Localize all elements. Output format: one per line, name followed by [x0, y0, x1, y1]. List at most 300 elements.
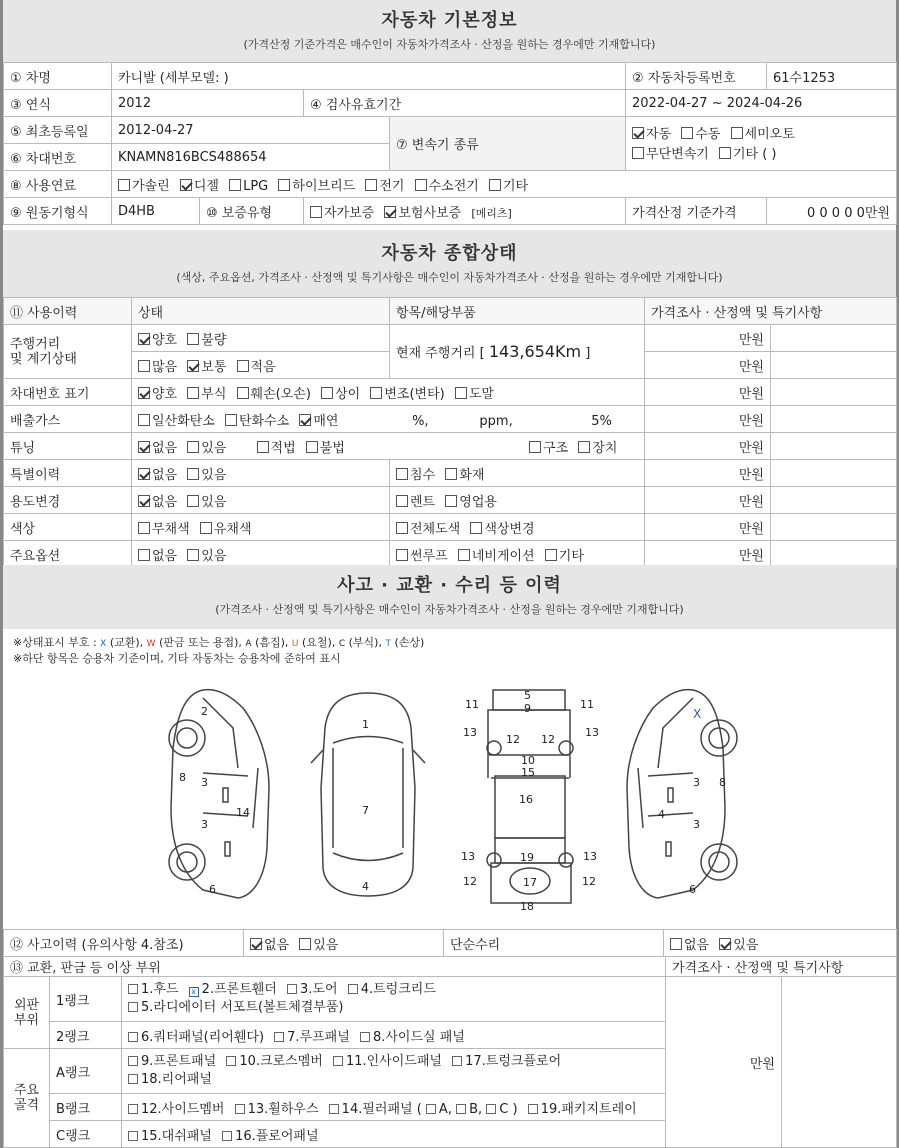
opt-label: 있음: [201, 548, 227, 564]
rank2-items: [122, 1022, 666, 1049]
svg-text:4: 4: [362, 880, 369, 893]
opt-label: 훼손(오손): [250, 386, 311, 402]
note-cell: [771, 379, 897, 406]
tuning-structure-checkbox[interactable]: [529, 441, 541, 453]
part-checkbox[interactable]: [128, 1032, 138, 1042]
rank2-label: 2랭크: [50, 1022, 122, 1049]
trans-manual-checkbox[interactable]: [681, 127, 693, 139]
opt-label: 없음: [152, 548, 178, 564]
trans-options: [626, 117, 897, 171]
note-cell: [771, 541, 897, 568]
mileage-reading: [390, 325, 645, 379]
tuning-options: [132, 433, 645, 460]
rankB-label: B랭크: [50, 1094, 122, 1121]
svg-text:6: 6: [209, 883, 216, 896]
vin-mark-label: 차대번호 표기: [4, 379, 132, 406]
opt-label: 기타: [558, 548, 584, 564]
accident-history-table: [3, 929, 897, 957]
accident-none-checkbox[interactable]: [250, 938, 262, 950]
inspect-label: ④ 검사유효기간: [304, 90, 626, 117]
main-options-status: [132, 541, 390, 568]
reg-no-value: 61수1253: [767, 63, 897, 90]
opt-label: 무채색: [152, 521, 190, 537]
fuel-opt-label: 가솔린: [132, 178, 170, 194]
basic-info-table: [3, 62, 897, 225]
trans-opt-label: 수동: [695, 126, 721, 142]
opt-label: 장치: [592, 440, 618, 456]
opt-label: 탄화수소: [238, 413, 290, 429]
part-checkbox[interactable]: [528, 1104, 538, 1114]
part-label: 17.트렁크플로어: [465, 1054, 562, 1069]
special-yes-checkbox[interactable]: [187, 468, 199, 480]
tuning-device-checkbox[interactable]: [578, 441, 590, 453]
mileage-value: 143,654Km: [488, 342, 582, 361]
opt-label: 적법: [270, 440, 296, 456]
fuel-label: ⑧ 사용연료: [4, 171, 112, 198]
mileage-good-checkbox[interactable]: [138, 333, 150, 345]
accident-history-label: ⑫ 사고이력 (유의사항 4.참조): [4, 930, 244, 957]
accident-yes-checkbox[interactable]: [299, 938, 311, 950]
legend-text: (요철),: [298, 636, 339, 649]
opt-label: 있음: [201, 467, 227, 483]
vin-label: ⑥ 차대번호: [4, 144, 112, 171]
year-value: 2012: [112, 90, 304, 117]
accident-subtitle: (가격조사 · 산정액 및 특기사항은 매수인이 자동차가격조사 · 산정을 원하는 경우에만 기재합니다): [215, 603, 684, 616]
warranty-self-checkbox[interactable]: [310, 206, 322, 218]
opt-label: 유채색: [213, 521, 252, 537]
rankA-items: [122, 1049, 666, 1094]
svg-text:3: 3: [201, 776, 208, 789]
svg-text:2: 2: [201, 705, 208, 718]
usage-change-options: [132, 487, 390, 514]
part-checkbox[interactable]: [333, 1056, 343, 1066]
mileage-few-checkbox[interactable]: [237, 360, 249, 372]
opt-label: 보통: [201, 359, 227, 375]
item-header: 항목/해당부품: [390, 298, 645, 325]
opt-label: 일산화탄소: [152, 413, 215, 429]
svg-text:7: 7: [362, 804, 369, 817]
emission-smoke-checkbox[interactable]: [299, 414, 311, 426]
fuel-hybrid-checkbox[interactable]: [278, 179, 290, 191]
opt-label: 없음: [684, 937, 710, 953]
exchange-mark: X: [693, 707, 702, 721]
legend-text: (손상): [390, 636, 425, 649]
svg-text:12: 12: [582, 875, 596, 888]
part-checkbox[interactable]: [360, 1032, 370, 1042]
fuel-lpg-checkbox[interactable]: [229, 179, 241, 191]
fuel-diesel-checkbox[interactable]: [180, 179, 192, 191]
outer-panel-label: 외판 부위: [4, 977, 50, 1049]
business-checkbox[interactable]: [445, 495, 457, 507]
emission-percent: %,: [412, 413, 429, 429]
special-items: [390, 460, 645, 487]
opt-label: 불법: [319, 440, 345, 456]
car-name-label: ① 차명: [4, 63, 112, 90]
part-label: 10.크로스멤버: [239, 1054, 323, 1069]
opt-label: 구조: [543, 440, 569, 456]
fuel-options: [112, 171, 897, 198]
opt-label: 없음: [264, 937, 290, 953]
opt-label: 없음: [152, 440, 178, 456]
price-unit: 만원: [645, 352, 771, 379]
part-checkbox[interactable]: [128, 1104, 138, 1114]
warranty-opt-label: 자가보증: [324, 205, 375, 221]
svg-text:18: 18: [520, 900, 534, 913]
basic-info-subtitle: (가격산정 기준가격은 매수인이 자동차가격조사 · 산정을 원하는 경우에만 기재합니다): [243, 38, 656, 51]
svg-text:13: 13: [463, 726, 477, 739]
car-right-side: [627, 690, 737, 898]
pillar-b-checkbox[interactable]: [456, 1104, 466, 1114]
opt-label: 있음: [201, 494, 227, 510]
part-checkbox[interactable]: [348, 984, 358, 994]
part-label: 4.트렁크리드: [360, 982, 436, 997]
trans-opt-label: 무단변속기: [646, 146, 709, 162]
trans-auto-checkbox[interactable]: [632, 127, 644, 139]
color-label: 색상: [4, 514, 132, 541]
fuel-opt-label: 수소전기: [428, 178, 479, 194]
svg-text:10: 10: [521, 754, 535, 767]
options-other-checkbox[interactable]: [545, 549, 557, 561]
overall-status-title: 자동차 종합상태: [381, 243, 518, 264]
tuning-illegal-checkbox[interactable]: [306, 441, 318, 453]
tuning-yes-checkbox[interactable]: [187, 441, 199, 453]
svg-text:19: 19: [520, 851, 534, 864]
legend-t: T: [385, 639, 391, 649]
opt-label: 양호: [152, 332, 178, 348]
mileage-normal-checkbox[interactable]: [187, 360, 199, 372]
price-label: 가격산정 기준가격: [626, 198, 767, 225]
pillar-c-checkbox[interactable]: [486, 1104, 496, 1114]
rank1-label: 1랭크: [50, 977, 122, 1022]
part-label: 11.인사이드패널: [345, 1054, 442, 1069]
opt-label: 색상변경: [484, 521, 535, 537]
trans-other-checkbox[interactable]: [719, 147, 731, 159]
mileage-prefix: 현재 주행거리 [: [396, 346, 489, 361]
emission-co-checkbox[interactable]: [138, 414, 150, 426]
mileage-status-2: [132, 352, 390, 379]
fuel-opt-label: 하이브리드: [292, 178, 356, 194]
part-label: 14.필러패널 (: [341, 1101, 426, 1117]
opt-label: 화재: [459, 467, 485, 483]
emission-value: 5%: [591, 413, 612, 429]
part-checkbox[interactable]: [128, 984, 138, 994]
price-unit: 만원: [645, 325, 771, 352]
fuel-opt-label: 디젤: [193, 178, 219, 194]
svg-text:9: 9: [524, 702, 531, 715]
options-yes-checkbox[interactable]: [187, 549, 199, 561]
opt-label: 불량: [201, 332, 227, 348]
opt-label: 양호: [152, 386, 178, 402]
opt-label: 매연: [313, 413, 339, 429]
simple-none-checkbox[interactable]: [670, 938, 682, 950]
price-value: 0 0 0 0 0만원: [767, 198, 897, 225]
fuel-gasoline-checkbox[interactable]: [118, 179, 130, 191]
part-label: 9.프론트패널: [141, 1054, 217, 1069]
car-diagram: [3, 668, 896, 928]
svg-text:5: 5: [524, 689, 531, 702]
opt-label: 영업용: [459, 494, 497, 510]
svg-text:13: 13: [461, 850, 475, 863]
rankC-label: C랭크: [50, 1121, 122, 1148]
note-cell: [771, 325, 897, 352]
svg-text:12: 12: [506, 733, 520, 746]
part-label: 2.프론트휀더: [201, 982, 277, 997]
svg-text:3: 3: [201, 818, 208, 831]
legend-u: U: [291, 639, 299, 649]
parts-price-label: 가격조사 · 산정액 및 특기사항: [666, 957, 897, 977]
part-checkbox[interactable]: [222, 1131, 232, 1141]
accident-history-options: [244, 930, 444, 957]
note-cell: [771, 514, 897, 541]
flood-checkbox[interactable]: [396, 468, 408, 480]
year-label: ③ 연식: [4, 90, 112, 117]
part-checkbox-exchanged[interactable]: x: [189, 987, 199, 997]
overall-status-subtitle: (색상, 주요옵션, 가격조사 · 산정액 및 특기사항은 매수인이 자동차가격조사 · 산정을 원하는 경우에만 기재합니다): [176, 271, 723, 284]
svg-text:12: 12: [463, 875, 477, 888]
reg-no-label: ② 자동차등록번호: [626, 63, 767, 90]
fuel-opt-label: 전기: [379, 178, 405, 194]
svg-text:17: 17: [523, 876, 537, 889]
rent-checkbox[interactable]: [396, 495, 408, 507]
part-label: 7.루프패널: [287, 1029, 350, 1045]
overall-status-table: [3, 297, 897, 568]
trans-cvt-checkbox[interactable]: [632, 147, 644, 159]
part-checkbox[interactable]: [274, 1032, 284, 1042]
first-reg-label: ⑤ 최초등록일: [4, 117, 112, 144]
special-none-checkbox[interactable]: [138, 468, 150, 480]
trans-opt-label: 기타 ( ): [732, 146, 777, 162]
fuel-hydrogen-checkbox[interactable]: [415, 179, 427, 191]
part-label: A,: [438, 1101, 457, 1117]
note-cell: [771, 352, 897, 379]
usage-yes-checkbox[interactable]: [187, 495, 199, 507]
vin-altered-checkbox[interactable]: [370, 387, 382, 399]
part-label: 13.휠하우스: [247, 1101, 319, 1117]
svg-text:6: 6: [689, 883, 696, 896]
parts-label: ⑬ 교환, 판금 등 이상 부위: [4, 957, 666, 977]
part-label: 3.도어: [300, 982, 338, 997]
legend-text: (교환),: [106, 636, 147, 649]
part-checkbox[interactable]: [287, 984, 297, 994]
note-cell: [771, 460, 897, 487]
simple-yes-checkbox[interactable]: [719, 938, 731, 950]
svg-text:8: 8: [719, 776, 726, 789]
part-checkbox[interactable]: [452, 1056, 462, 1066]
svg-text:16: 16: [519, 793, 533, 806]
opt-label: 침수: [410, 467, 436, 483]
legend-x: X: [100, 639, 107, 649]
rankB-items: [122, 1094, 666, 1121]
car-name-value: 카니발 (세부모델: ): [112, 63, 626, 90]
part-label: 18.리어패널: [141, 1072, 212, 1087]
tuning-label: 튜닝: [4, 433, 132, 460]
accident-header: [3, 565, 896, 629]
tuning-none-checkbox[interactable]: [138, 441, 150, 453]
part-checkbox[interactable]: [235, 1104, 245, 1114]
inspect-value: 2022-04-27 ~ 2024-04-26: [626, 90, 897, 117]
svg-text:3: 3: [693, 776, 700, 789]
color-options: [132, 514, 390, 541]
usage-history-header: ⑪ 사용이력: [4, 298, 132, 325]
part-label: 1.후드: [141, 982, 179, 997]
usage-change-items: [390, 487, 645, 514]
main-frame-label: 주요 골격: [4, 1049, 50, 1148]
price-unit: 만원: [645, 433, 771, 460]
legend-w: W: [146, 639, 156, 649]
usage-change-label: 용도변경: [4, 487, 132, 514]
svg-text:1: 1: [362, 718, 369, 731]
price-unit: 만원: [645, 460, 771, 487]
opt-label: 있음: [201, 440, 227, 456]
accident-title: 사고 · 교환 · 수리 등 이력: [337, 575, 562, 596]
part-label: 15.대쉬패널: [141, 1128, 212, 1144]
trans-opt-label: 세미오토: [744, 126, 795, 142]
mileage-bad-checkbox[interactable]: [187, 333, 199, 345]
svg-text:4: 4: [658, 808, 665, 821]
simple-repair-label: 단순수리: [444, 930, 664, 957]
legend-a: A: [245, 639, 252, 649]
opt-label: 많음: [152, 359, 178, 375]
parts-note-cell: [782, 977, 897, 1148]
part-label: 8.사이드실 패널: [372, 1029, 465, 1045]
vin-value: KNAMN816BCS488654: [112, 144, 390, 171]
vin-good-checkbox[interactable]: [138, 387, 150, 399]
warranty-insurer-checkbox[interactable]: [384, 206, 396, 218]
svg-text:11: 11: [465, 698, 479, 711]
svg-text:3: 3: [693, 818, 700, 831]
price-unit: 만원: [645, 514, 771, 541]
symbol-legend: [13, 634, 424, 650]
opt-label: 있음: [733, 937, 759, 953]
part-label: 12.사이드멤버: [141, 1101, 225, 1117]
options-none-checkbox[interactable]: [138, 549, 150, 561]
svg-text:13: 13: [585, 726, 599, 739]
emission-label: 배출가스: [4, 406, 132, 433]
note-cell: [771, 487, 897, 514]
trans-semi-checkbox[interactable]: [731, 127, 743, 139]
part-label: B,: [469, 1101, 487, 1117]
pillar-a-checkbox[interactable]: [426, 1104, 436, 1114]
vin-mismatch-checkbox[interactable]: [321, 387, 333, 399]
opt-label: 변조(변타): [384, 386, 445, 402]
warranty-options: [304, 198, 626, 225]
emission-ppm: ppm,: [479, 413, 513, 429]
color-change-checkbox[interactable]: [470, 522, 482, 534]
special-label: 특별이력: [4, 460, 132, 487]
color-items: [390, 514, 645, 541]
rank1-items: [122, 977, 666, 1022]
note-cell: [771, 406, 897, 433]
svg-text:13: 13: [583, 850, 597, 863]
part-checkbox[interactable]: [128, 1074, 138, 1084]
warranty-label: ⑩ 보증유형: [200, 198, 304, 225]
navigation-checkbox[interactable]: [458, 549, 470, 561]
first-reg-value: 2012-04-27: [112, 117, 390, 144]
basic-info-title: 자동차 기본정보: [381, 10, 518, 31]
emission-hc-checkbox[interactable]: [225, 414, 237, 426]
opt-label: 전체도색: [410, 521, 461, 537]
price-unit: 만원: [645, 406, 771, 433]
mileage-label: 주행거리 및 계기상태: [4, 325, 132, 379]
price-unit: 만원: [645, 487, 771, 514]
mileage-many-checkbox[interactable]: [138, 360, 150, 372]
part-checkbox[interactable]: [128, 1002, 138, 1012]
fire-checkbox[interactable]: [445, 468, 457, 480]
svg-text:11: 11: [580, 698, 594, 711]
part-checkbox[interactable]: [128, 1131, 138, 1141]
opt-label: 부식: [201, 386, 227, 402]
part-label: 5.라디에이터 서포트(볼트체결부품): [141, 1000, 344, 1015]
main-options-items: [390, 541, 645, 568]
status-header: 상태: [132, 298, 390, 325]
svg-text:14: 14: [236, 806, 250, 819]
part-checkbox[interactable]: [329, 1104, 339, 1114]
part-label: 16.플로어패널: [235, 1128, 319, 1144]
engine-label: ⑨ 원동기형식: [4, 198, 112, 225]
opt-label: 있음: [313, 937, 339, 953]
opt-label: 없음: [152, 494, 178, 510]
warranty-note: [메리츠]: [471, 206, 512, 220]
opt-label: 상이: [335, 386, 361, 402]
engine-value: D4HB: [112, 198, 200, 225]
opt-label: 도말: [468, 386, 494, 402]
rankA-label: A랭크: [50, 1049, 122, 1094]
vin-rust-checkbox[interactable]: [187, 387, 199, 399]
opt-label: 없음: [152, 467, 178, 483]
vin-smeared-checkbox[interactable]: [455, 387, 467, 399]
part-label: 19.패키지트레이: [540, 1101, 637, 1117]
opt-label: 썬루프: [410, 548, 448, 564]
full-paint-checkbox[interactable]: [396, 522, 408, 534]
achromatic-checkbox[interactable]: [138, 522, 150, 534]
opt-label: 네비게이션: [471, 548, 535, 564]
fuel-electric-checkbox[interactable]: [365, 179, 377, 191]
part-checkbox[interactable]: [128, 1056, 138, 1066]
trans-opt-label: 자동: [646, 126, 672, 142]
basic-info-header: [3, 0, 896, 62]
car-left-side: [169, 690, 269, 898]
legend-note: ※하단 항목은 승용차 기준이며, 기타 자동차는 승용차에 준하여 표시: [13, 652, 341, 665]
overall-status-header: [3, 230, 896, 297]
price-unit: 만원: [645, 541, 771, 568]
sunroof-checkbox[interactable]: [396, 549, 408, 561]
warranty-opt-label: 보험사보증: [398, 205, 462, 221]
special-options: [132, 460, 390, 487]
tuning-legal-checkbox[interactable]: [257, 441, 269, 453]
vin-mark-options: [132, 379, 645, 406]
fuel-other-checkbox[interactable]: [489, 179, 501, 191]
legend-c: C: [338, 639, 346, 649]
svg-text:12: 12: [541, 733, 555, 746]
rankC-items: [122, 1121, 666, 1148]
opt-label: 적음: [250, 359, 276, 375]
svg-text:8: 8: [179, 771, 186, 784]
fuel-opt-label: LPG: [243, 178, 269, 194]
part-label: C ): [499, 1101, 522, 1117]
simple-repair-options: [664, 930, 897, 957]
main-options-label: 주요옵션: [4, 541, 132, 568]
fuel-opt-label: 기타: [502, 178, 529, 194]
price-unit: 만원: [645, 379, 771, 406]
usage-none-checkbox[interactable]: [138, 495, 150, 507]
price-header: 가격조사 · 산정액 및 특기사항: [645, 298, 897, 325]
emission-options: [132, 406, 645, 433]
mileage-status-1: [132, 325, 390, 352]
trans-label: ⑦ 변속기 종류: [390, 117, 626, 171]
part-checkbox[interactable]: [226, 1056, 236, 1066]
vin-damaged-checkbox[interactable]: [237, 387, 249, 399]
chromatic-checkbox[interactable]: [200, 522, 212, 534]
